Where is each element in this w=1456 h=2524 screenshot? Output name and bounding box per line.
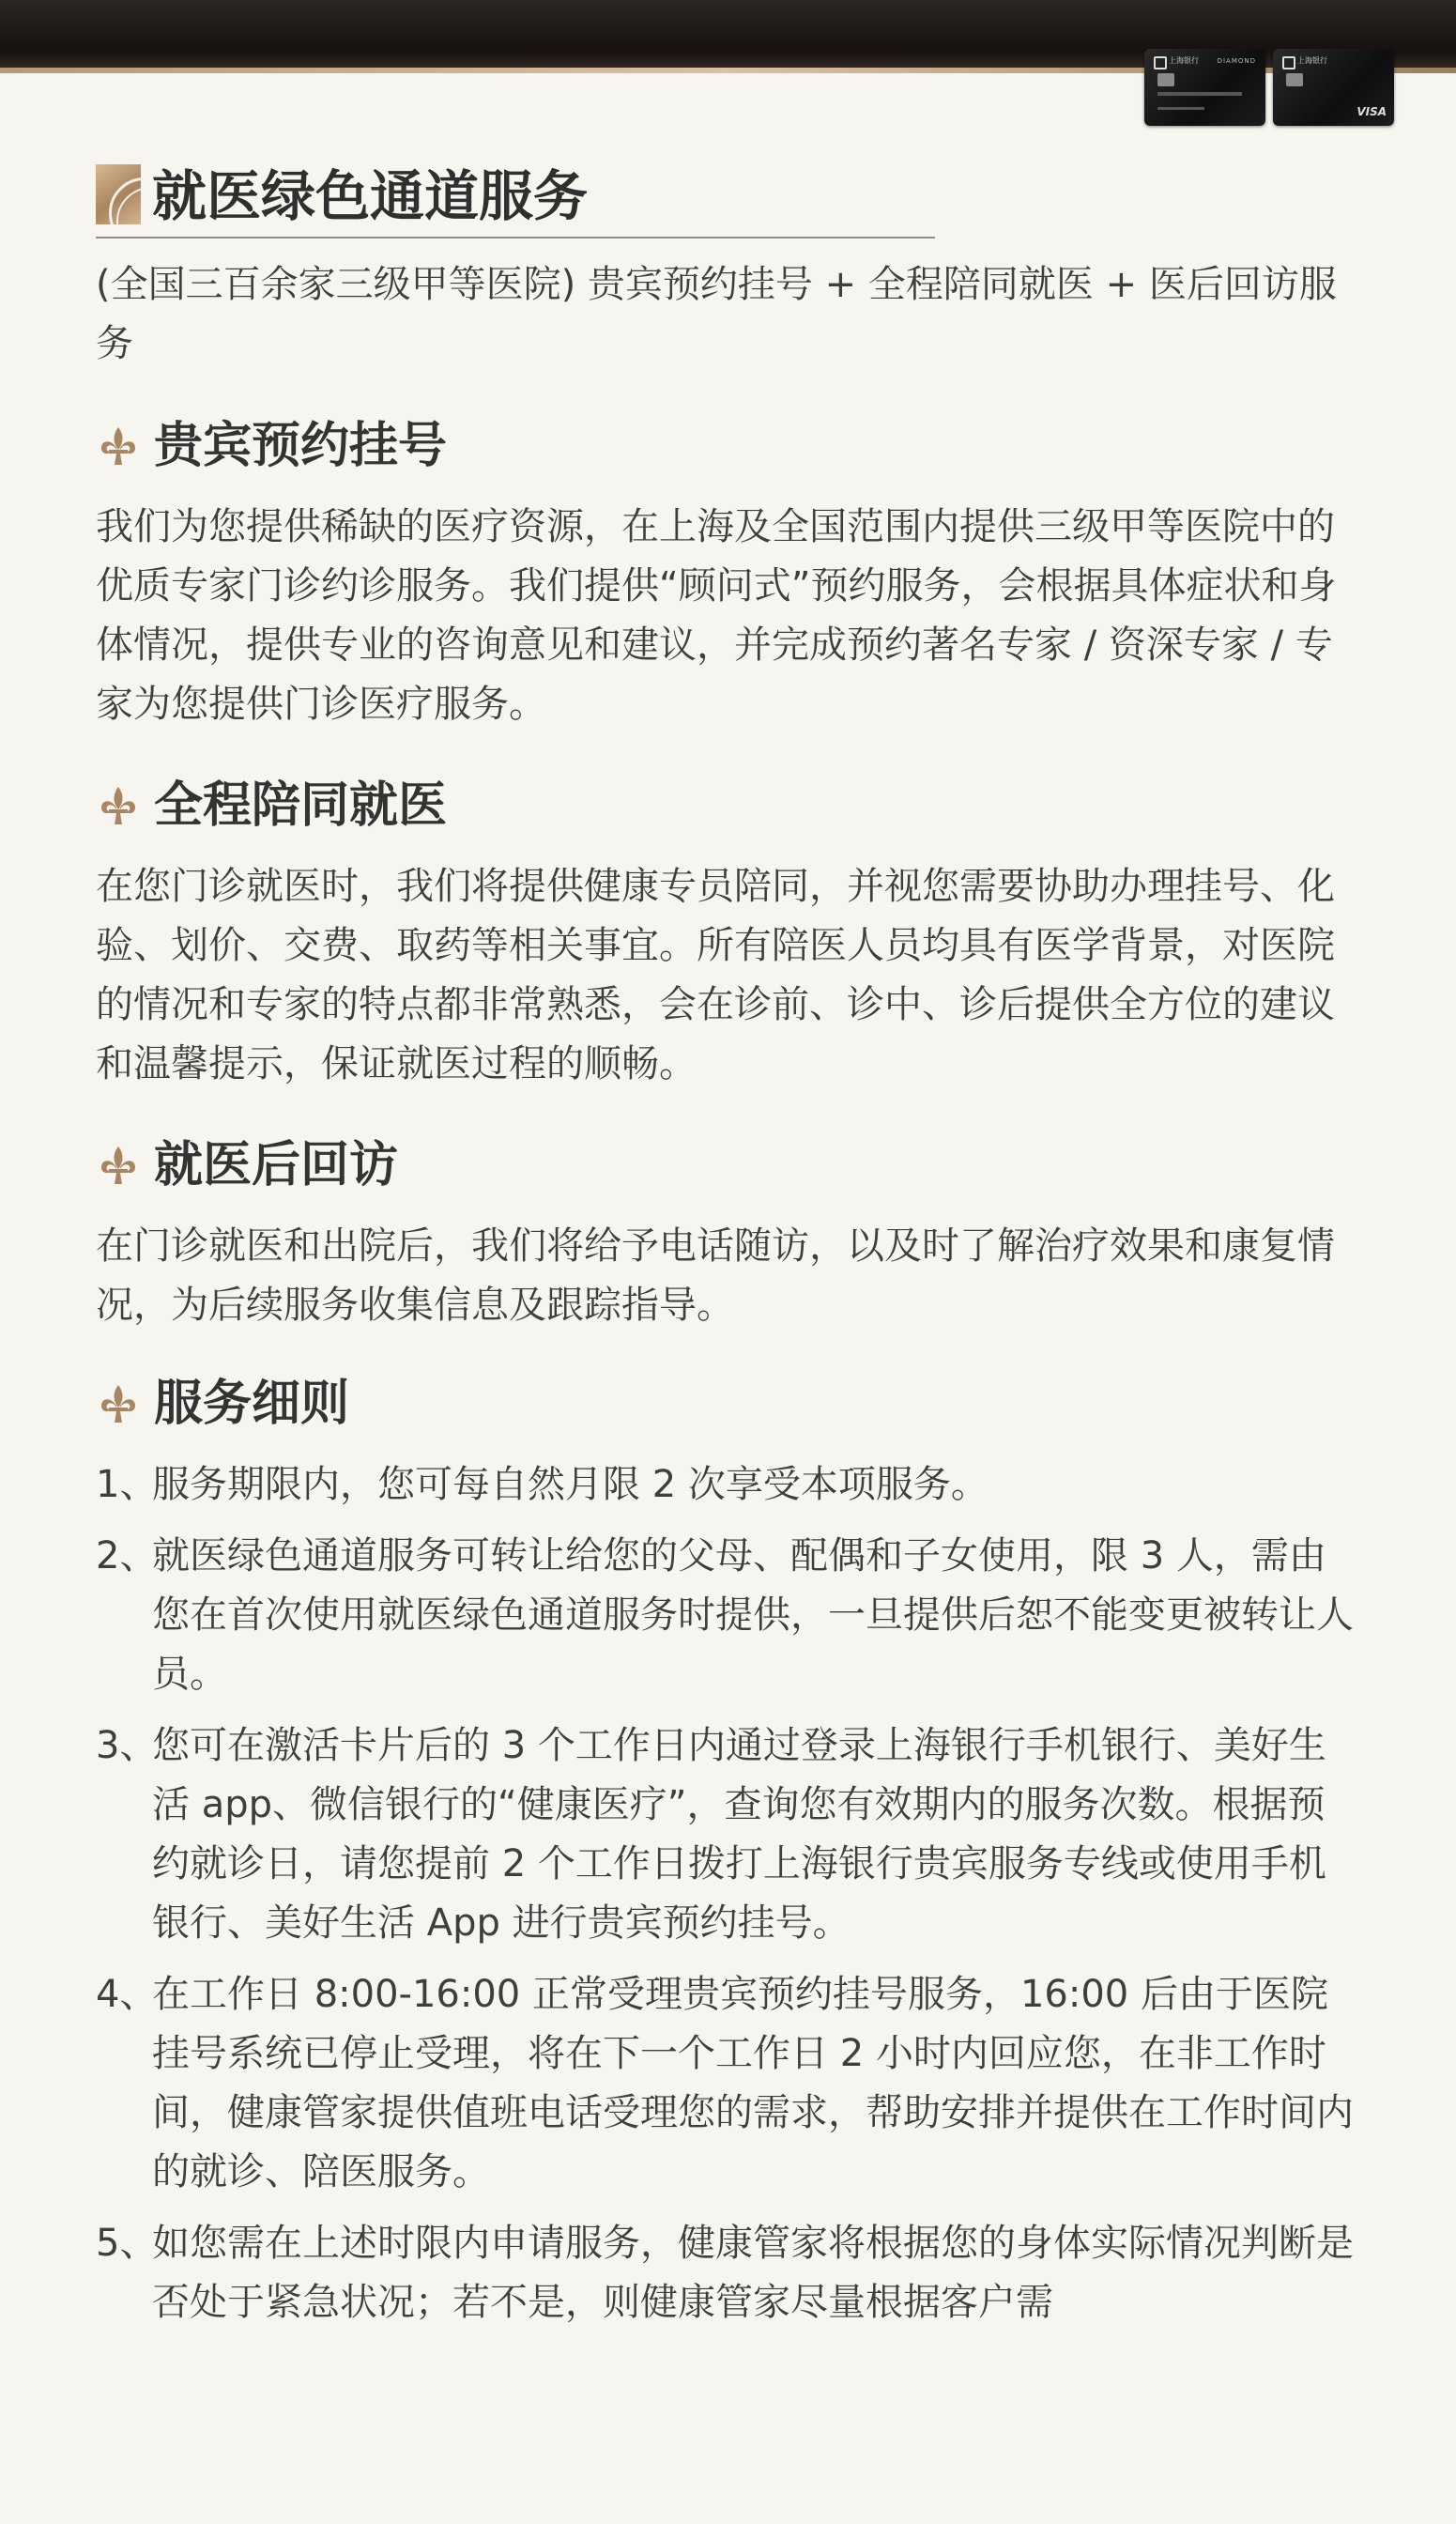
list-item bbox=[96, 2214, 1354, 2332]
list-item-text: 在工作日 8:00-16:00 正常受理贵宾预约挂号服务，16:00 后由于医院挂号系统已停止受理，将在下一个工作日 2 小时内回应您，在非工作时间，健康管家提供值班电话受理您的需求，帮助安排并提供在工作时间内的就诊、陪医服务。 bbox=[152, 1973, 1354, 2193]
card-name-line bbox=[1157, 107, 1204, 110]
credit-card-visa bbox=[1273, 49, 1394, 126]
rules-list bbox=[96, 1455, 1354, 2345]
section-title: 全程陪同就医 bbox=[154, 777, 448, 834]
page-title: 就医绿色通道服务 bbox=[152, 164, 589, 228]
section-text-accompany: 在您门诊就医时，我们将提供健康专员陪同，并视您需要协助办理挂号、化验、划价、交费、取药等相关事宜。所有陪医人员均具有医学背景，对医院的情况和专家的特点都非常熟悉，会在诊前、诊中、诊后提供全方位的建议和温馨提示，保证就医过程的顺畅。 bbox=[96, 865, 1335, 1085]
section-heading-appointment bbox=[96, 413, 447, 479]
page-title-block bbox=[96, 155, 935, 239]
fleur-de-lis-icon bbox=[96, 1143, 141, 1188]
section-text-appointment: 我们为您提供稀缺的医疗资源，在上海及全国范围内提供三级甲等医院中的优质专家门诊约诊服务。我们提供“顾问式”预约服务，会根据具体症状和身体情况，提供专业的咨询意见和建议，并完成预约著名专家 / 资深专家 / 专家为您提供门诊医疗服务。 bbox=[96, 505, 1337, 726]
intro-text: (全国三百余家三级甲等医院) 贵宾预约挂号 + 全程陪同就医 + 医后回访服务 bbox=[96, 263, 1337, 365]
list-item bbox=[96, 1527, 1354, 1704]
list-item-text: 服务期限内，您可每自然月限 2 次享受本项服务。 bbox=[152, 1463, 989, 1506]
fleur-de-lis-icon bbox=[96, 1381, 141, 1426]
list-item-number: 3、 bbox=[96, 1724, 158, 1767]
section-text-followup: 在门诊就医和出院后，我们将给予电话随访，以及时了解治疗效果和康复情况，为后续服务收集信息及跟踪指导。 bbox=[96, 1224, 1335, 1327]
list-item bbox=[96, 1716, 1354, 1953]
list-item-number: 2、 bbox=[96, 1534, 158, 1578]
chip-icon bbox=[1286, 73, 1303, 86]
section-title: 贵宾预约挂号 bbox=[154, 418, 448, 474]
credit-card-diamond bbox=[1144, 49, 1265, 126]
card-network: VISA bbox=[1356, 105, 1387, 118]
bank-logo-icon bbox=[1154, 56, 1167, 69]
list-item-text: 就医绿色通道服务可转让给您的父母、配偶和子女使用，限 3 人，需由您在首次使用就医绿色通道服务时提供，一旦提供后恕不能变更被转让人员。 bbox=[152, 1534, 1354, 1696]
brand-logo-icon bbox=[96, 164, 141, 224]
list-item-text: 您可在激活卡片后的 3 个工作日内通过登录上海银行手机银行、美好生活 app、微信银行的“健康医疗”，查询您有效期内的服务次数。根据预约就诊日，请您提前 2 个工作日拨打上海银行贵宾服务专线或使用手机银行、美好生活 App 进行贵宾预约挂号。 bbox=[152, 1724, 1326, 1945]
card-tier: DIAMOND bbox=[1217, 57, 1256, 65]
fleur-de-lis-icon bbox=[96, 783, 141, 828]
card-images bbox=[1144, 49, 1394, 126]
section-title: 服务细则 bbox=[154, 1376, 350, 1432]
list-item bbox=[96, 1455, 1354, 1515]
section-heading-rules bbox=[96, 1371, 349, 1437]
fleur-de-lis-icon bbox=[96, 423, 141, 469]
card-brand: 上海银行 bbox=[1297, 56, 1327, 65]
card-brand: 上海银行 bbox=[1169, 56, 1199, 65]
card-number-line bbox=[1157, 92, 1242, 96]
section-heading-followup bbox=[96, 1132, 398, 1198]
list-item-text: 如您需在上述时限内申请服务，健康管家将根据您的身体实际情况判断是否处于紧急状况；若不是，则健康管家尽量根据客户需 bbox=[152, 2222, 1354, 2324]
list-item bbox=[96, 1965, 1354, 2202]
section-title: 就医后回访 bbox=[154, 1137, 399, 1193]
list-item-number: 5、 bbox=[96, 2222, 158, 2265]
list-item-number: 1、 bbox=[96, 1463, 158, 1506]
section-heading-accompany bbox=[96, 773, 447, 839]
list-item-number: 4、 bbox=[96, 1973, 158, 2016]
bank-logo-icon bbox=[1282, 56, 1295, 69]
chip-icon bbox=[1157, 73, 1174, 86]
